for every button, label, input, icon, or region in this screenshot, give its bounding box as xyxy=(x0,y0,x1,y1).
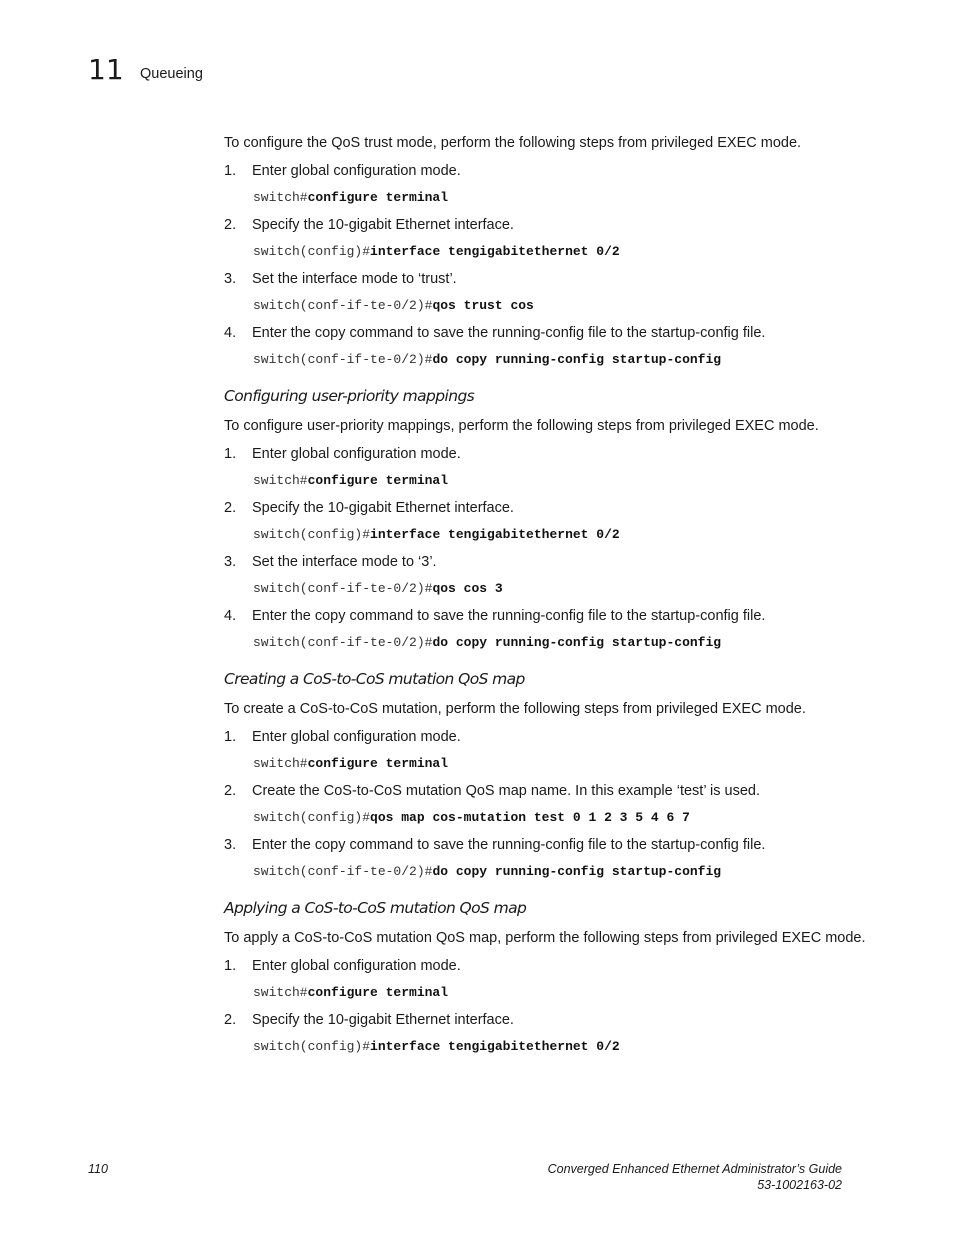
trust-intro: To configure the QoS trust mode, perform the following steps from privileged EXEC mode. xyxy=(224,135,802,151)
list-item: 1. Enter global configuration mode. xyxy=(224,958,461,974)
doc-number: 53-1002163-02 xyxy=(757,1178,842,1192)
code-line: switch(conf-if-te-0/2)#do copy running-config startup-config xyxy=(253,352,722,367)
code-line: switch(conf-if-te-0/2)#qos trust cos xyxy=(253,298,534,313)
list-item: 3. Enter the copy command to save the running-config file to the startup-config file. xyxy=(224,837,766,853)
code-line: switch#configure terminal xyxy=(253,190,449,205)
list-item: 2. Specify the 10-gigabit Ethernet interface. xyxy=(224,500,514,516)
list-item: 2. Create the CoS-to-CoS mutation QoS map name. In this example ‘test’ is used. xyxy=(224,783,761,799)
list-item: 1. Enter global configuration mode. xyxy=(224,729,461,745)
code-line: switch#configure terminal xyxy=(253,985,449,1000)
apply-map-intro: To apply a CoS-to-CoS mutation QoS map, perform the following steps from privileged EXEC mode. xyxy=(224,930,866,946)
create-map-intro: To create a CoS-to-CoS mutation, perform the following steps from privileged EXEC mode. xyxy=(224,701,806,717)
code-line: switch(config)#interface tengigabitethernet 0/2 xyxy=(253,527,620,542)
section-heading: Creating a CoS-to-CoS mutation QoS map xyxy=(224,670,525,688)
page-content xyxy=(224,133,884,1056)
section-heading: Applying a CoS-to-CoS mutation QoS map xyxy=(224,899,527,917)
list-item: 1. Enter global configuration mode. xyxy=(224,163,461,179)
list-item: 2. Specify the 10-gigabit Ethernet interface. xyxy=(224,217,514,233)
code-line: switch(conf-if-te-0/2)#qos cos 3 xyxy=(253,581,503,596)
code-line: switch(conf-if-te-0/2)#do copy running-config startup-config xyxy=(253,864,722,879)
user-priority-intro: To configure user-priority mappings, perform the following steps from privileged EXEC mode. xyxy=(224,418,819,434)
list-item: 4. Enter the copy command to save the running-config file to the startup-config file. xyxy=(224,325,766,341)
list-item: 2. Specify the 10-gigabit Ethernet interface. xyxy=(224,1012,514,1028)
code-line: switch#configure terminal xyxy=(253,756,449,771)
list-item: 3. Set the interface mode to ‘3’. xyxy=(224,554,437,570)
list-item: 3. Set the interface mode to ‘trust’. xyxy=(224,271,457,287)
chapter-number: 11 xyxy=(88,53,124,86)
footer-doc-info xyxy=(548,1161,842,1193)
list-item: 1. Enter global configuration mode. xyxy=(224,446,461,462)
code-line: switch(config)#qos map cos-mutation test 0 1 2 3 5 4 6 7 xyxy=(253,810,690,825)
code-line: switch#configure terminal xyxy=(253,473,449,488)
list-item: 4. Enter the copy command to save the running-config file to the startup-config file. xyxy=(224,608,766,624)
code-line: switch(config)#interface tengigabitethernet 0/2 xyxy=(253,244,620,259)
chapter-title: Queueing xyxy=(140,66,203,82)
section-heading: Configuring user-priority mappings xyxy=(224,387,475,405)
guide-title: Converged Enhanced Ethernet Administrator’s Guide xyxy=(547,1162,842,1176)
code-line: switch(conf-if-te-0/2)#do copy running-config startup-config xyxy=(253,635,722,650)
code-line: switch(config)#interface tengigabitethernet 0/2 xyxy=(253,1039,620,1054)
page-number: 110 xyxy=(88,1162,108,1176)
